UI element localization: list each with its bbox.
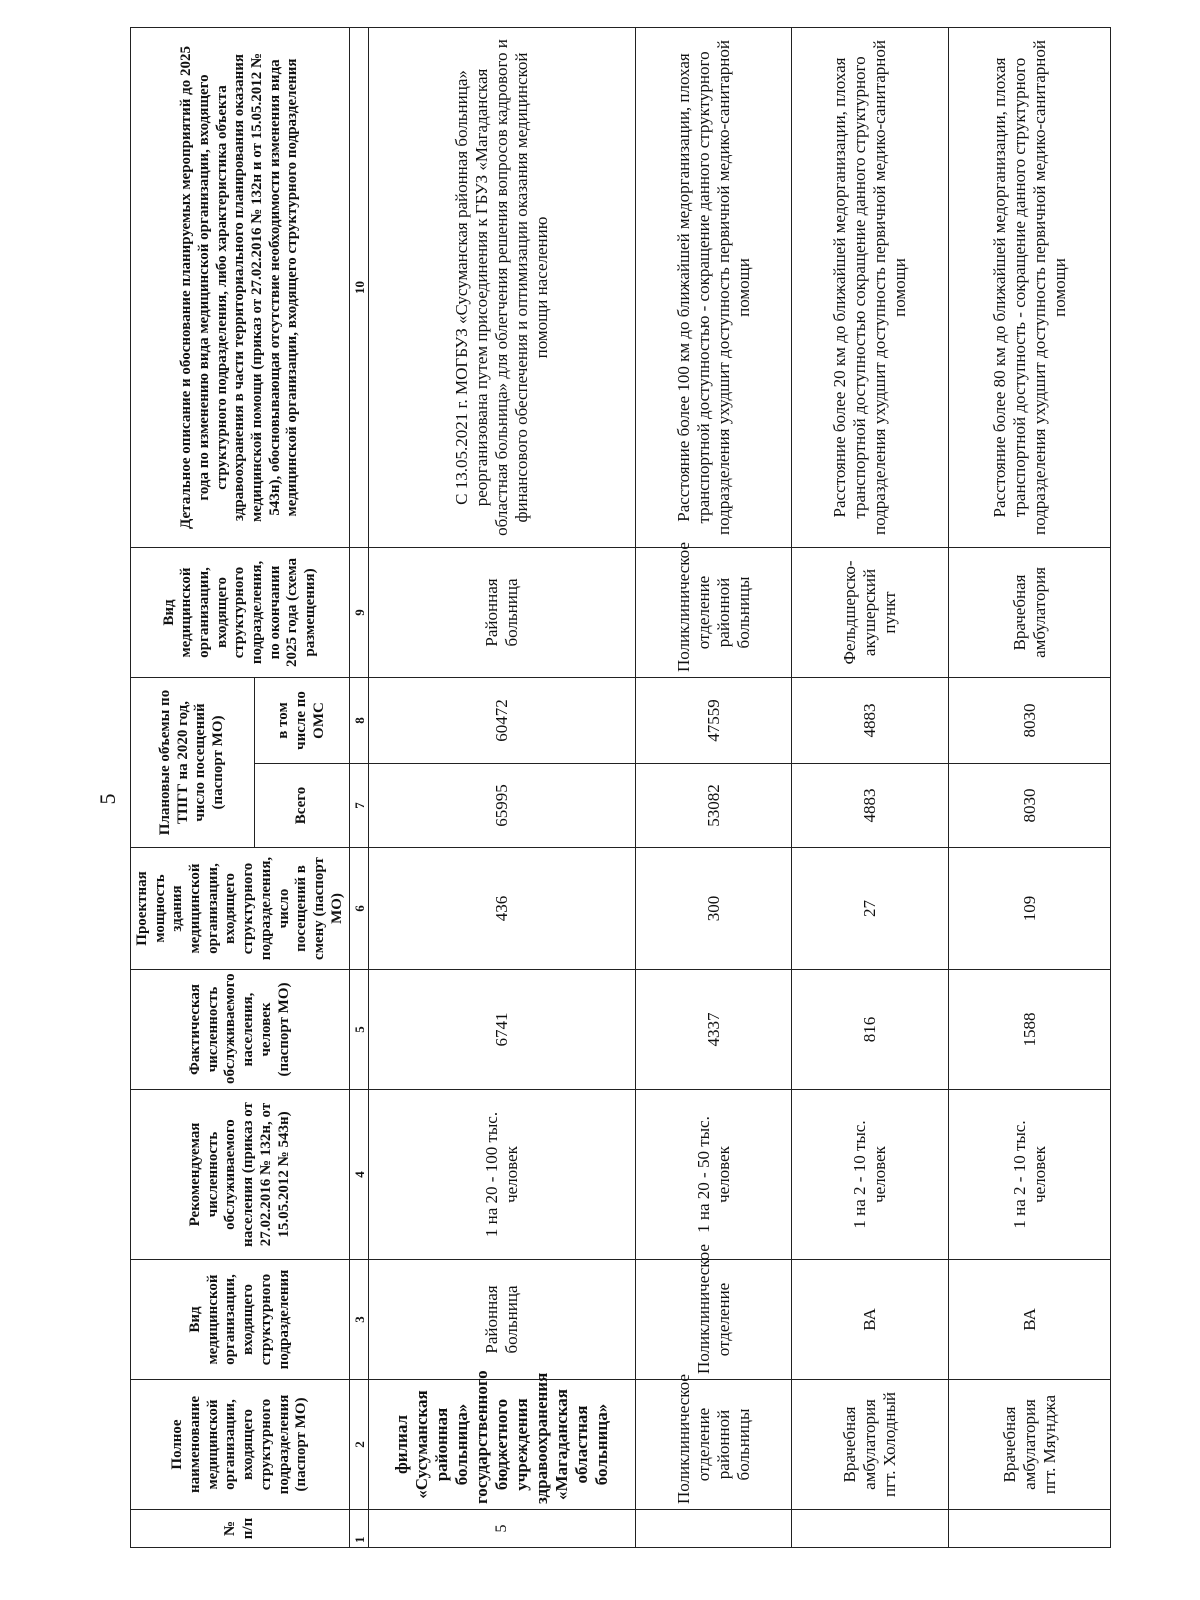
header-description: Детальное описание и обоснование планируемых мероприятий до 2025 года по изменению вида медицинской организации, входящего структурного подразделения, либо характеристика объекта здравоохранения в части территориального планирования оказания медицинской помощи (приказ от 27.02.2016 № 132н и от 15.05.2012 № 543н), обосновывающая отсутствие необходимости изменения вида медицинской организации, входящего структурного подразделения — [131, 27, 350, 547]
row-num — [792, 1510, 949, 1548]
column-number: 10 — [350, 27, 369, 547]
rotated-document — [130, 28, 1069, 1548]
row-type: Поликлиническое отделение — [635, 1260, 792, 1380]
row-recommended: 1 на 2 - 10 тыс. человек — [949, 1090, 1111, 1260]
column-number: 3 — [350, 1260, 369, 1380]
column-number: 1 — [350, 1510, 369, 1548]
table-row — [635, 27, 792, 1547]
row-total: 8030 — [949, 764, 1111, 848]
row-num: 5 — [369, 1510, 636, 1548]
header-actual-population: Фактическая численность обслуживаемого населения, человек (паспорт МО) — [131, 970, 350, 1090]
row-type: Районная больница — [369, 1260, 636, 1380]
header-type-2025: Вид медицинской организации, входящего структурного подразделения, по окончании 2025 года (схема размещения) — [131, 547, 350, 677]
header-row — [131, 27, 255, 1547]
row-recommended: 1 на 20 - 50 тыс. человек — [635, 1090, 792, 1260]
column-number: 4 — [350, 1090, 369, 1260]
row-name: Поликлиническое отделение районной больницы — [635, 1380, 792, 1510]
row-total: 65995 — [369, 764, 636, 848]
column-number: 8 — [350, 677, 369, 763]
row-total: 4883 — [792, 764, 949, 848]
row-num — [949, 1510, 1111, 1548]
header-full-name: Полное наименование медицинской организации, входящего структурного подразделения (паспорт МО) — [131, 1380, 350, 1510]
column-number: 5 — [350, 970, 369, 1090]
row-name: Врачебная амбулатория пгт. Мяунджа — [949, 1380, 1111, 1510]
table-row — [369, 27, 636, 1547]
row-description: С 13.05.2021 г. МОГБУЗ «Сусуманская районная больница» реорганизована путем присоединения к ГБУЗ «Магаданская областная больница» для облегчения решения вопросов кадрового и финансового обеспечения и оптимизации оказания медицинской помощи населению — [369, 27, 636, 547]
header-org-type: Вид медицинской организации, входящего структурного подразделения — [131, 1260, 350, 1380]
row-type-2025: Врачебная амбулатория — [949, 547, 1111, 677]
row-capacity: 436 — [369, 848, 636, 970]
row-recommended: 1 на 20 - 100 тыс. человек — [369, 1090, 636, 1260]
row-type-2025: Фельдшерско-акушерский пункт — [792, 547, 949, 677]
row-description: Расстояние более 80 км до ближайшей медорганизации, плохая транспортной доступность - сокращение данного структурного подразделения ухудшит доступность первичной медико-санитарной помощи — [949, 27, 1111, 547]
row-actual: 4337 — [635, 970, 792, 1090]
row-capacity: 300 — [635, 848, 792, 970]
row-description: Расстояние более 100 км до ближайшей медорганизации, плохая транспортной доступностью - сокращение данного структурного подразделения ухудшит доступность первичной медико-санитарной помощи — [635, 27, 792, 547]
row-num — [635, 1510, 792, 1548]
table-row — [792, 27, 949, 1547]
row-type: ВА — [792, 1260, 949, 1380]
header-recommended-population: Рекомендуемая численность обслуживаемого населения (приказ от 27.02.2016 № 132н, от 15.05.2012 № 543н) — [131, 1090, 350, 1260]
row-capacity: 27 — [792, 848, 949, 970]
column-number: 7 — [350, 764, 369, 848]
header-oms: в том числе по ОМС — [254, 677, 350, 763]
row-capacity: 109 — [949, 848, 1111, 970]
column-number: 9 — [350, 547, 369, 677]
row-actual: 1588 — [949, 970, 1111, 1090]
header-num: № п/п — [131, 1510, 350, 1548]
row-recommended: 1 на 2 - 10 тыс. человек — [792, 1090, 949, 1260]
row-type-2025: Поликлиническое отделение районной больницы — [635, 547, 792, 677]
header-total: Всего — [254, 764, 350, 848]
row-oms: 47559 — [635, 677, 792, 763]
header-design-capacity: Проектная мощность здания медицинской организации, входящего структурного подразделения, число посещений в смену (паспорт МО) — [131, 848, 350, 970]
column-number-row — [350, 27, 369, 1547]
row-name: филиал «Сусуманская районная больница» государственного бюджетного учреждения здравоохранения «Магаданская областная больница» — [369, 1380, 636, 1510]
row-actual: 6741 — [369, 970, 636, 1090]
row-oms: 4883 — [792, 677, 949, 763]
row-oms: 60472 — [369, 677, 636, 763]
column-number: 2 — [350, 1380, 369, 1510]
row-description: Расстояние более 20 км до ближайшей медорганизации, плохая транспортной доступностью сокращение данного структурного подразделения ухудшит доступность первичной медико-санитарной помощи — [792, 27, 949, 547]
table-row — [949, 27, 1111, 1547]
page-number: 5 — [95, 793, 120, 805]
row-type: ВА — [949, 1260, 1111, 1380]
row-type-2025: Районная больница — [369, 547, 636, 677]
medical-organizations-table — [130, 27, 1111, 1548]
row-actual: 816 — [792, 970, 949, 1090]
row-name: Врачебная амбулатория пгт. Холодный — [792, 1380, 949, 1510]
row-oms: 8030 — [949, 677, 1111, 763]
row-total: 53082 — [635, 764, 792, 848]
column-number: 6 — [350, 848, 369, 970]
header-planned-volumes: Плановые объемы по ТПГГ на 2020 год, число посещений (паспорт МО) — [131, 677, 255, 847]
